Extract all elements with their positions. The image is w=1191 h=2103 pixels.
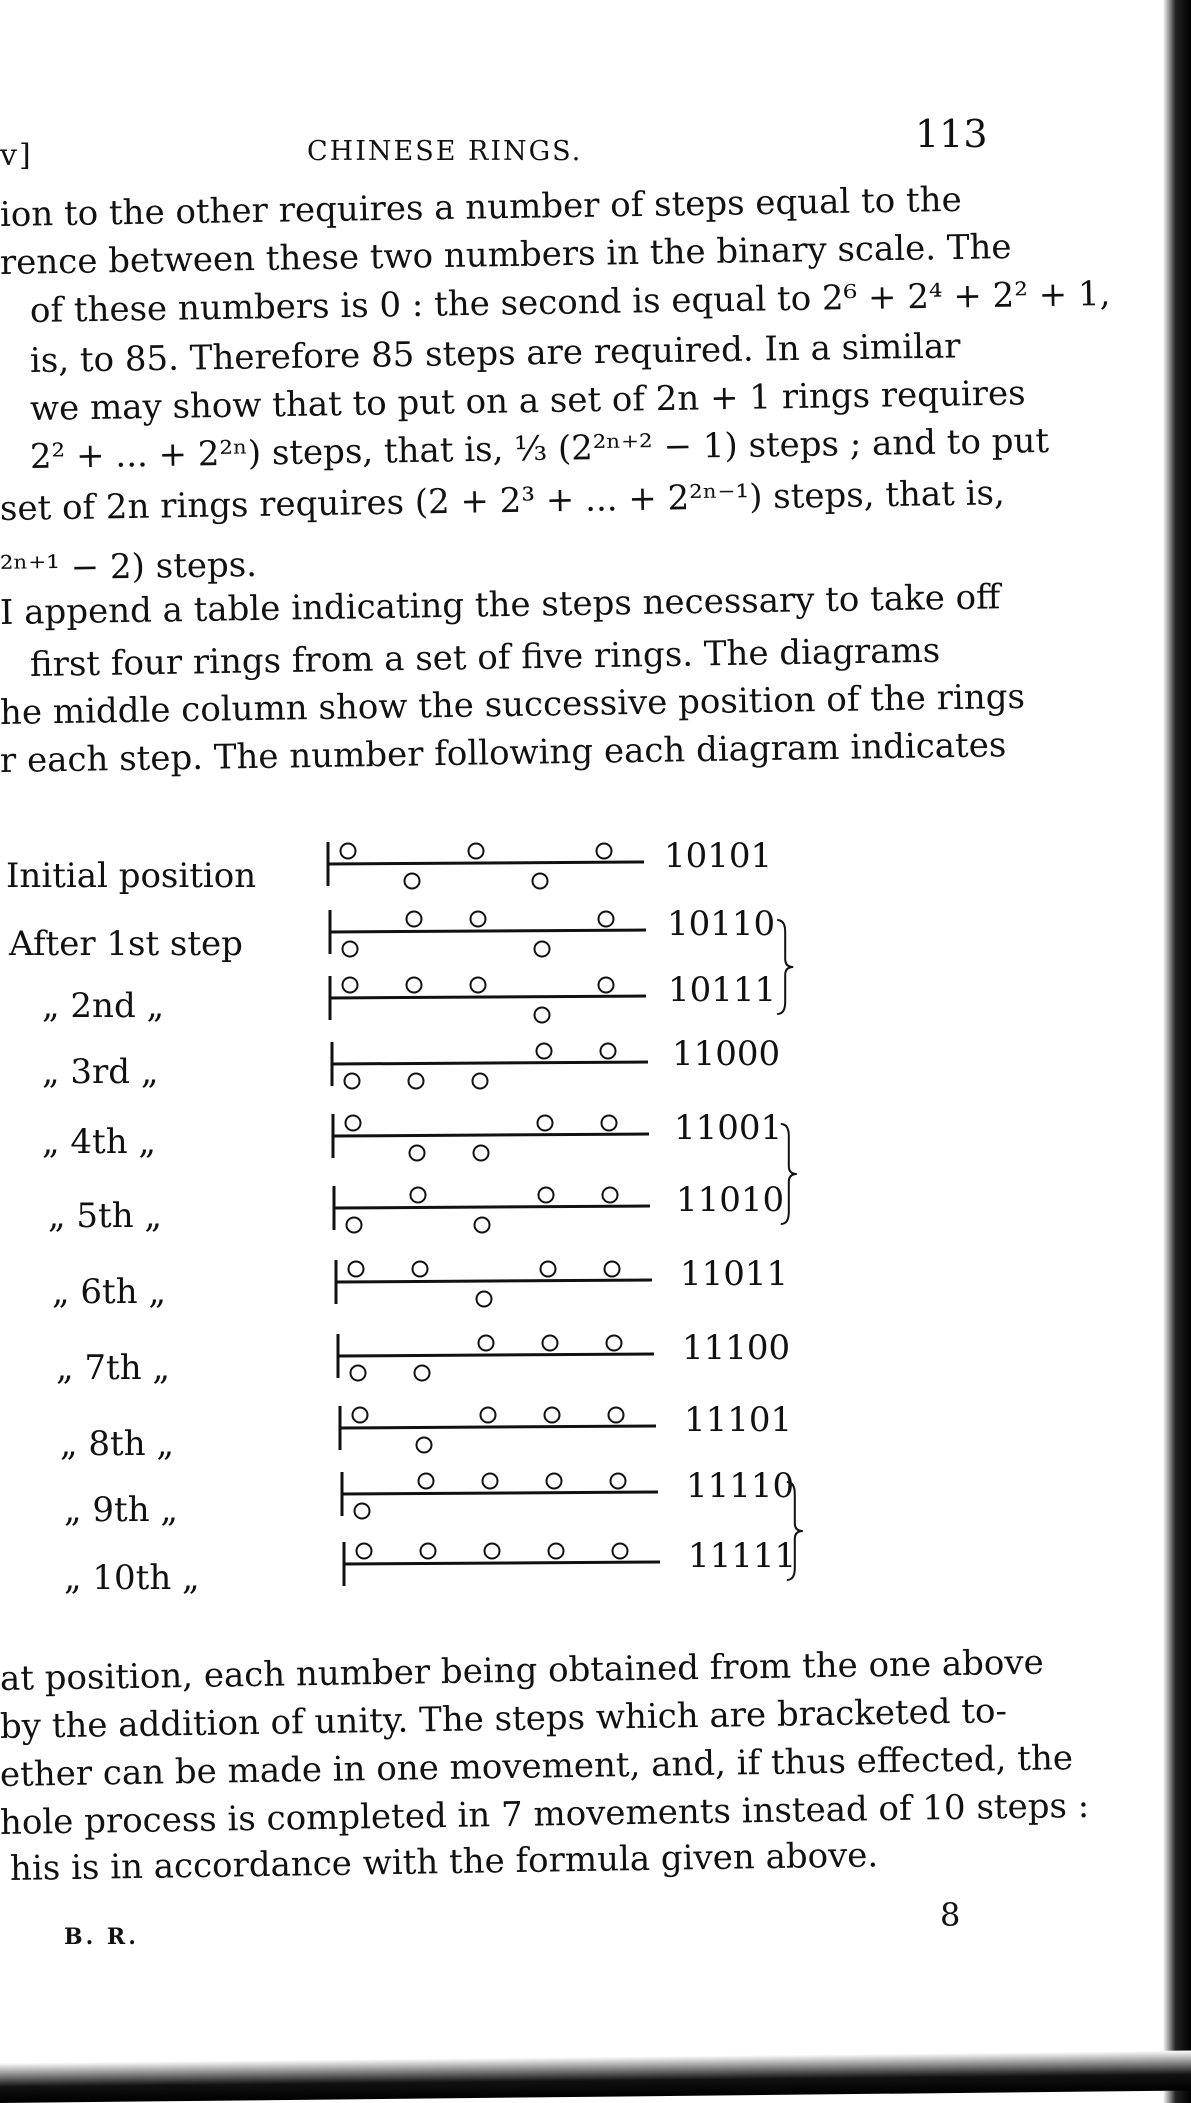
ring-on: [411, 1188, 426, 1203]
row-label: Initial position: [6, 856, 257, 896]
row-label: „ 3rd „: [42, 1052, 159, 1092]
ring-off: [417, 1438, 432, 1453]
row-label: „ 10th „: [64, 1558, 200, 1598]
ring-off: [415, 1366, 430, 1381]
ring-on: [547, 1474, 562, 1489]
ring-on: [407, 978, 422, 993]
row-code: 10101: [664, 836, 773, 876]
ring-on: [485, 1544, 500, 1559]
signature-mark: B. R.: [64, 1924, 139, 1950]
ring-on: [349, 1262, 364, 1277]
ring-on: [613, 1544, 628, 1559]
ring-diagram: [342, 1472, 658, 1519]
ring-on: [538, 1116, 553, 1131]
ring-on: [341, 844, 356, 859]
ring-on: [602, 1116, 617, 1131]
ring-off: [355, 1504, 370, 1519]
ring-on: [421, 1544, 436, 1559]
row-code: 11101: [684, 1400, 793, 1440]
row-label: „ 9th „: [64, 1490, 179, 1530]
text-line: rence between these two numbers in the binary scale. The: [0, 227, 1012, 283]
text-line: hole process is completed in 7 movements instead of 10 steps :: [0, 1785, 1090, 1843]
diagram-bar: [332, 1062, 648, 1064]
ring-on: [597, 844, 612, 859]
row-code: 10110: [667, 904, 776, 944]
ring-off: [409, 1074, 424, 1089]
text-line: his is in accordance with the formula given above.: [9, 1835, 879, 1889]
ring-diagram: [340, 1406, 656, 1453]
ring-on: [407, 912, 422, 927]
running-head-title: CHINESE RINGS.: [307, 136, 583, 167]
diagram-bar: [338, 1354, 654, 1356]
ring-off: [473, 1074, 488, 1089]
text-line: ion to the other requires a number of steps equal to the: [0, 179, 962, 235]
ring-off: [345, 1074, 360, 1089]
ring-on: [413, 1262, 428, 1277]
ring-off: [343, 942, 358, 957]
row-code: 11111: [688, 1536, 797, 1576]
row-code: 11001: [674, 1108, 783, 1148]
text-line: by the addition of unity. The steps which are bracketed to-: [0, 1691, 1008, 1747]
diagram-bar: [328, 862, 644, 864]
ring-diagram: [328, 842, 644, 889]
ring-on: [607, 1336, 622, 1351]
row-code: 11010: [676, 1180, 785, 1220]
ring-diagram: [330, 976, 646, 1023]
row-label: „ 8th „: [60, 1424, 175, 1464]
ring-on: [469, 844, 484, 859]
ring-diagram: [334, 1186, 650, 1233]
text-line: at position, each number being obtained from the one above: [0, 1642, 1044, 1699]
diagram-bar: [342, 1492, 658, 1494]
ring-on: [346, 1116, 361, 1131]
text-line: he middle column show the successive position of the rings: [0, 676, 1026, 733]
ring-off: [533, 874, 548, 889]
ring-on: [539, 1188, 554, 1203]
ring-off: [475, 1218, 490, 1233]
ring-on: [481, 1408, 496, 1423]
ring-diagram: [333, 1114, 649, 1161]
ring-off: [347, 1218, 362, 1233]
ring-on: [611, 1474, 626, 1489]
ring-diagram: [336, 1260, 652, 1307]
diagram-bar: [333, 1134, 649, 1136]
row-code: 10111: [668, 970, 777, 1010]
ring-on: [471, 978, 486, 993]
diagram-bar: [334, 1206, 650, 1208]
text-line: first four rings from a set of five rings. The diagrams: [29, 630, 941, 685]
ring-on: [471, 912, 486, 927]
ring-off: [474, 1146, 489, 1161]
bracket: [787, 1482, 803, 1580]
ring-off: [535, 942, 550, 957]
row-label: „ 4th „: [42, 1122, 157, 1162]
page-number: 113: [915, 112, 988, 156]
diagram-bar: [330, 930, 646, 932]
ring-on: [605, 1262, 620, 1277]
row-code: 11011: [680, 1254, 789, 1294]
ring-on: [603, 1188, 618, 1203]
ring-off: [405, 874, 420, 889]
ring-on: [357, 1544, 372, 1559]
ring-on: [479, 1336, 494, 1351]
text-line: ²ⁿ⁺¹ − 2) steps.: [0, 544, 258, 589]
running-head-left: v]: [0, 138, 33, 173]
ring-on: [609, 1408, 624, 1423]
ring-diagram: [344, 1542, 660, 1586]
ring-on: [419, 1474, 434, 1489]
ring-on: [599, 912, 614, 927]
page-edge-shadow: [1163, 0, 1191, 2103]
ring-diagram: [330, 910, 646, 957]
ring-on: [353, 1408, 368, 1423]
row-code: 11100: [682, 1328, 791, 1368]
ring-diagram: [332, 1042, 648, 1089]
ring-on: [541, 1262, 556, 1277]
row-label: „ 7th „: [56, 1348, 171, 1388]
bracket: [777, 920, 793, 1014]
diagram-bar: [344, 1562, 660, 1564]
ring-on: [599, 978, 614, 993]
text-line: of these numbers is 0 : the second is equal to 2⁶ + 2⁴ + 2² + 1,: [29, 274, 1111, 331]
signature-number: 8: [940, 1896, 961, 1934]
diagram-bar: [330, 996, 646, 998]
diagram-bar: [340, 1426, 656, 1428]
text-line: we may show that to put on a set of 2n + 1 rings requires: [29, 373, 1026, 429]
row-code: 11110: [686, 1466, 795, 1506]
ring-off: [410, 1146, 425, 1161]
text-line: set of 2n rings requires (2 + 2³ + ... + 2²ⁿ⁻¹) steps, that is,: [0, 473, 1006, 529]
text-line: I append a table indicating the steps necessary to take off: [0, 577, 1001, 633]
ring-on: [537, 1044, 552, 1059]
text-line: ether can be made in one movement, and, if thus effected, the: [0, 1738, 1074, 1795]
row-label: „ 6th „: [52, 1272, 167, 1312]
ring-off: [535, 1008, 550, 1023]
ring-off: [351, 1366, 366, 1381]
text-line: r each step. The number following each diagram indicates: [0, 725, 1007, 781]
ring-on: [549, 1544, 564, 1559]
ring-on: [483, 1474, 498, 1489]
row-label: „ 2nd „: [42, 986, 165, 1026]
ring-on: [545, 1408, 560, 1423]
row-label: „ 5th „: [48, 1196, 163, 1236]
ring-on: [601, 1044, 616, 1059]
bracket: [781, 1124, 797, 1224]
text-line: 2² + ... + 2²ⁿ) steps, that is, ⅓ (2²ⁿ⁺² − 1) steps ; and to put: [29, 420, 1050, 477]
text-line: is, to 85. Therefore 85 steps are required. In a similar: [29, 326, 961, 381]
diagram-bar: [336, 1280, 652, 1282]
row-label: After 1st step: [9, 924, 243, 964]
row-code: 11000: [672, 1034, 781, 1074]
ring-on: [343, 978, 358, 993]
ring-diagram: [338, 1334, 654, 1381]
ring-off: [477, 1292, 492, 1307]
ring-on: [543, 1336, 558, 1351]
